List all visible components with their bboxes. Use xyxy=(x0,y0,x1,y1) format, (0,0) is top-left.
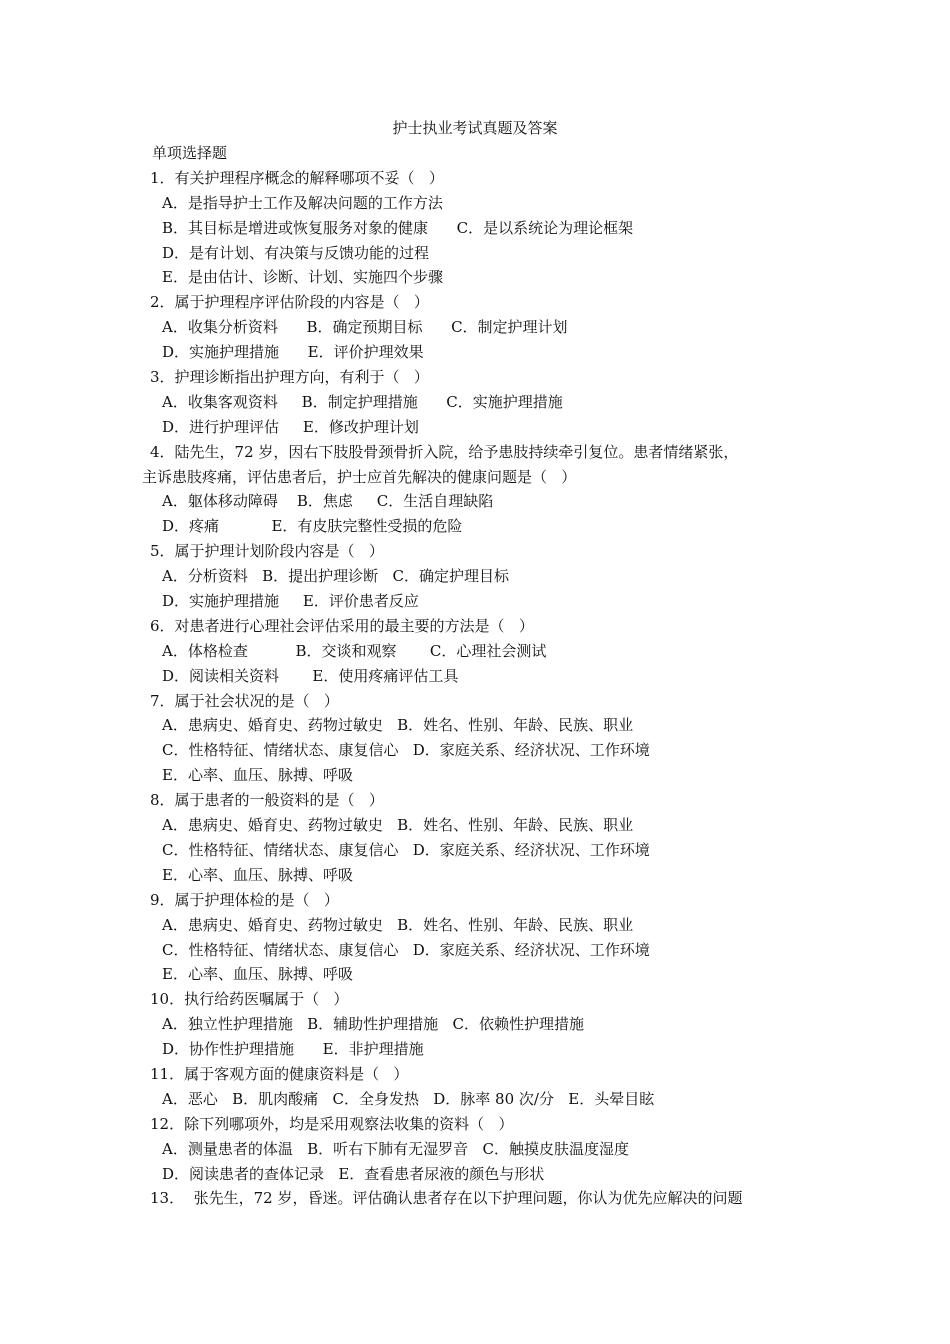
answer-options-line: E．是由估计、诊断、计划、实施四个步骤 xyxy=(162,268,443,287)
answer-options-line: D．实施护理措施 E．评价护理效果 xyxy=(162,343,424,362)
question-stem: 1．有关护理程序概念的解释哪项不妥（ ） xyxy=(150,168,444,187)
document-body xyxy=(142,141,816,1211)
answer-options-line: A．是指导护士工作及解决问题的工作方法 xyxy=(162,193,443,212)
answer-options-line: D．进行护理评估 E．修改护理计划 xyxy=(162,417,419,436)
answer-options-line: B．其目标是增进或恢复服务对象的健康 C．是以系统论为理论框架 xyxy=(162,218,634,237)
question-stem: 12．除下列哪项外，均是采用观察法收集的资料（ ） xyxy=(150,1114,514,1133)
answer-options-line: A．收集客观资料 B．制定护理措施 C．实施护理措施 xyxy=(162,392,563,411)
question-stem: 8．属于患者的一般资料的是（ ） xyxy=(150,791,384,810)
question-stem: 4．陆先生，72 岁，因右下肢股骨颈骨折入院，给予患肢持续牵引复位。患者情绪紧张， xyxy=(150,442,739,461)
question-stem: 7．属于社会状况的是（ ） xyxy=(150,691,339,710)
answer-options-line: A．恶心 B．肌肉酸痛 C．全身发热 D．脉率 80 次/分 E．头晕目眩 xyxy=(162,1089,655,1108)
answer-options-line: A．躯体移动障碍 B．焦虑 C．生活自理缺陷 xyxy=(162,492,494,511)
question-stem: 13． 张先生，72 岁，昏迷。评估确认患者存在以下护理问题，你认为优先应解决的问题 xyxy=(150,1189,743,1208)
answer-options-line: A．患病史、婚育史、药物过敏史 B．姓名、性别、年龄、民族、职业 xyxy=(162,915,634,934)
answer-options-line: A．测量患者的体温 B．听右下肺有无湿罗音 C．触摸皮肤温度湿度 xyxy=(162,1139,629,1158)
question-stem: 2．属于护理程序评估阶段的内容是（ ） xyxy=(150,293,429,312)
answer-options-line: A．体格检查 B．交谈和观察 C．心理社会测试 xyxy=(162,641,547,660)
question-stem: 6．对患者进行心理社会评估采用的最主要的方法是（ ） xyxy=(150,616,534,635)
section-heading: 单项选择题 xyxy=(152,144,228,162)
answer-options-line: D．协作性护理措施 E．非护理措施 xyxy=(162,1040,424,1059)
answer-options-line: A．分析资料 B．提出护理诊断 C．确定护理目标 xyxy=(162,567,509,586)
answer-options-line: A．患病史、婚育史、药物过敏史 B．姓名、性别、年龄、民族、职业 xyxy=(162,716,634,735)
answer-options-line: A．独立性护理措施 B．辅助性护理措施 C．依赖性护理措施 xyxy=(162,1015,584,1034)
answer-options-line: E．心率、血压、脉搏、呼吸 xyxy=(162,965,353,984)
answer-options-line: A．收集分析资料 B．确定预期目标 C．制定护理计划 xyxy=(162,318,568,337)
answer-options-line: C．性格特征、情绪状态、康复信心 D．家庭关系、经济状况、工作环境 xyxy=(162,741,650,760)
document-title: 护士执业考试真题及答案 xyxy=(392,119,558,137)
answer-options-line: D．实施护理措施 E．评价患者反应 xyxy=(162,592,419,611)
answer-options-line: E．心率、血压、脉搏、呼吸 xyxy=(162,766,353,785)
question-stem: 9．属于护理体检的是（ ） xyxy=(150,890,339,909)
question-stem: 5．属于护理计划阶段内容是（ ） xyxy=(150,542,384,561)
answer-options-line: C．性格特征、情绪状态、康复信心 D．家庭关系、经济状况、工作环境 xyxy=(162,840,650,859)
answer-options-line: C．性格特征、情绪状态、康复信心 D．家庭关系、经济状况、工作环境 xyxy=(162,940,650,959)
question-stem: 3．护理诊断指出护理方向，有利于（ ） xyxy=(150,368,429,387)
answer-options-line: A．患病史、婚育史、药物过敏史 B．姓名、性别、年龄、民族、职业 xyxy=(162,816,634,835)
answer-options-line: D．阅读相关资料 E．使用疼痛评估工具 xyxy=(162,666,459,685)
question-stem-continuation: 主诉患肢疼痛，评估患者后，护士应首先解决的健康问题是（ ） xyxy=(142,467,577,486)
answer-options-line: D．是有计划、有决策与反馈功能的过程 xyxy=(162,243,430,262)
answer-options-line: D．阅读患者的查体记录 E．查看患者尿液的颜色与形状 xyxy=(162,1164,545,1183)
question-stem: 11．属于客观方面的健康资料是（ ） xyxy=(150,1064,409,1083)
answer-options-line: D．疼痛 E．有皮肤完整性受损的危险 xyxy=(162,517,463,536)
answer-options-line: E．心率、血压、脉搏、呼吸 xyxy=(162,865,353,884)
question-stem: 10．执行给药医嘱属于（ ） xyxy=(150,990,349,1009)
